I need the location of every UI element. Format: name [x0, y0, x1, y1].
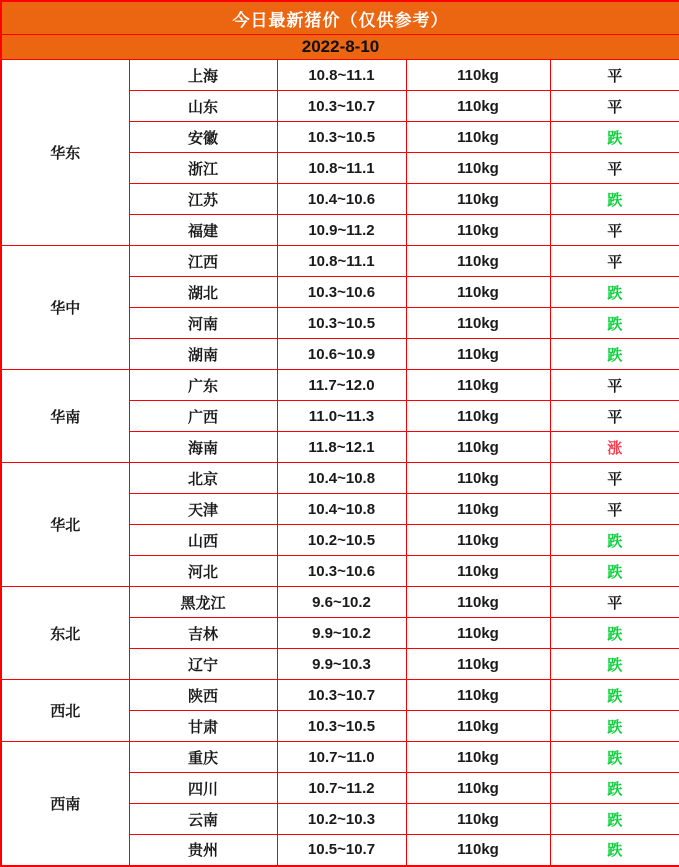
price-cell: 9.6~10.2	[277, 587, 406, 618]
table-row	[1, 370, 679, 401]
price-cell: 10.3~10.5	[277, 711, 406, 742]
province-cell: 重庆	[129, 742, 277, 773]
trend-cell: 跌	[550, 339, 679, 370]
weight-cell: 110kg	[406, 556, 550, 587]
weight-cell: 110kg	[406, 649, 550, 680]
price-cell: 10.3~10.5	[277, 308, 406, 339]
region-cell: 东北	[1, 587, 129, 680]
region-cell: 华北	[1, 463, 129, 587]
trend-cell: 跌	[550, 122, 679, 153]
trend-cell: 跌	[550, 184, 679, 215]
province-cell: 四川	[129, 773, 277, 804]
trend-cell: 跌	[550, 773, 679, 804]
weight-cell: 110kg	[406, 711, 550, 742]
price-cell: 10.3~10.7	[277, 680, 406, 711]
price-cell: 10.3~10.6	[277, 556, 406, 587]
weight-cell: 110kg	[406, 680, 550, 711]
weight-cell: 110kg	[406, 773, 550, 804]
weight-cell: 110kg	[406, 339, 550, 370]
trend-cell: 跌	[550, 711, 679, 742]
province-cell: 黑龙江	[129, 587, 277, 618]
price-cell: 10.6~10.9	[277, 339, 406, 370]
table-row	[1, 742, 679, 773]
title-row	[1, 1, 679, 35]
region-cell: 西南	[1, 742, 129, 866]
trend-cell: 平	[550, 246, 679, 277]
price-cell: 11.7~12.0	[277, 370, 406, 401]
price-cell: 9.9~10.2	[277, 618, 406, 649]
province-cell: 山西	[129, 525, 277, 556]
price-cell: 10.7~11.0	[277, 742, 406, 773]
province-cell: 安徽	[129, 122, 277, 153]
weight-cell: 110kg	[406, 153, 550, 184]
province-cell: 福建	[129, 215, 277, 246]
table-title: 今日最新猪价（仅供参考）	[1, 1, 679, 35]
weight-cell: 110kg	[406, 835, 550, 866]
weight-cell: 110kg	[406, 525, 550, 556]
date-row	[1, 35, 679, 60]
weight-cell: 110kg	[406, 587, 550, 618]
price-cell: 10.8~11.1	[277, 246, 406, 277]
province-cell: 甘肃	[129, 711, 277, 742]
trend-cell: 平	[550, 463, 679, 494]
trend-cell: 平	[550, 587, 679, 618]
trend-cell: 平	[550, 215, 679, 246]
trend-cell: 跌	[550, 525, 679, 556]
weight-cell: 110kg	[406, 370, 550, 401]
price-cell: 10.4~10.6	[277, 184, 406, 215]
province-cell: 河北	[129, 556, 277, 587]
province-cell: 浙江	[129, 153, 277, 184]
price-cell: 10.4~10.8	[277, 494, 406, 525]
weight-cell: 110kg	[406, 215, 550, 246]
trend-cell: 跌	[550, 556, 679, 587]
province-cell: 广东	[129, 370, 277, 401]
trend-cell: 平	[550, 91, 679, 122]
province-cell: 广西	[129, 401, 277, 432]
province-cell: 上海	[129, 60, 277, 91]
table-date: 2022-8-10	[1, 35, 679, 60]
trend-cell: 跌	[550, 742, 679, 773]
weight-cell: 110kg	[406, 60, 550, 91]
province-cell: 天津	[129, 494, 277, 525]
province-cell: 吉林	[129, 618, 277, 649]
table-row	[1, 246, 679, 277]
weight-cell: 110kg	[406, 494, 550, 525]
trend-cell: 平	[550, 494, 679, 525]
trend-cell: 跌	[550, 804, 679, 835]
trend-cell: 平	[550, 401, 679, 432]
province-cell: 江西	[129, 246, 277, 277]
trend-cell: 跌	[550, 308, 679, 339]
price-cell: 10.3~10.6	[277, 277, 406, 308]
trend-cell: 跌	[550, 680, 679, 711]
trend-cell: 跌	[550, 618, 679, 649]
price-cell: 11.0~11.3	[277, 401, 406, 432]
price-cell: 10.9~11.2	[277, 215, 406, 246]
province-cell: 海南	[129, 432, 277, 463]
region-cell: 华东	[1, 60, 129, 246]
region-cell: 华中	[1, 246, 129, 370]
weight-cell: 110kg	[406, 401, 550, 432]
weight-cell: 110kg	[406, 91, 550, 122]
price-cell: 10.8~11.1	[277, 60, 406, 91]
province-cell: 北京	[129, 463, 277, 494]
price-cell: 10.7~11.2	[277, 773, 406, 804]
weight-cell: 110kg	[406, 184, 550, 215]
trend-cell: 跌	[550, 277, 679, 308]
table-row	[1, 463, 679, 494]
trend-cell: 跌	[550, 649, 679, 680]
province-cell: 辽宁	[129, 649, 277, 680]
weight-cell: 110kg	[406, 618, 550, 649]
province-cell: 湖北	[129, 277, 277, 308]
table-row	[1, 60, 679, 91]
price-cell: 9.9~10.3	[277, 649, 406, 680]
trend-cell: 平	[550, 153, 679, 184]
weight-cell: 110kg	[406, 246, 550, 277]
price-cell: 10.5~10.7	[277, 835, 406, 866]
table-row	[1, 587, 679, 618]
price-cell: 10.4~10.8	[277, 463, 406, 494]
weight-cell: 110kg	[406, 277, 550, 308]
province-cell: 江苏	[129, 184, 277, 215]
trend-cell: 跌	[550, 835, 679, 866]
trend-cell: 平	[550, 370, 679, 401]
price-cell: 10.2~10.3	[277, 804, 406, 835]
province-cell: 湖南	[129, 339, 277, 370]
province-cell: 云南	[129, 804, 277, 835]
trend-cell: 平	[550, 60, 679, 91]
region-cell: 西北	[1, 680, 129, 742]
price-cell: 10.8~11.1	[277, 153, 406, 184]
weight-cell: 110kg	[406, 432, 550, 463]
weight-cell: 110kg	[406, 308, 550, 339]
province-cell: 陕西	[129, 680, 277, 711]
price-cell: 11.8~12.1	[277, 432, 406, 463]
trend-cell: 涨	[550, 432, 679, 463]
price-cell: 10.3~10.7	[277, 91, 406, 122]
province-cell: 贵州	[129, 835, 277, 866]
province-cell: 河南	[129, 308, 277, 339]
table-body	[1, 60, 679, 866]
weight-cell: 110kg	[406, 463, 550, 494]
region-cell: 华南	[1, 370, 129, 463]
price-cell: 10.3~10.5	[277, 122, 406, 153]
weight-cell: 110kg	[406, 122, 550, 153]
price-cell: 10.2~10.5	[277, 525, 406, 556]
weight-cell: 110kg	[406, 742, 550, 773]
weight-cell: 110kg	[406, 804, 550, 835]
province-cell: 山东	[129, 91, 277, 122]
table-row	[1, 680, 679, 711]
